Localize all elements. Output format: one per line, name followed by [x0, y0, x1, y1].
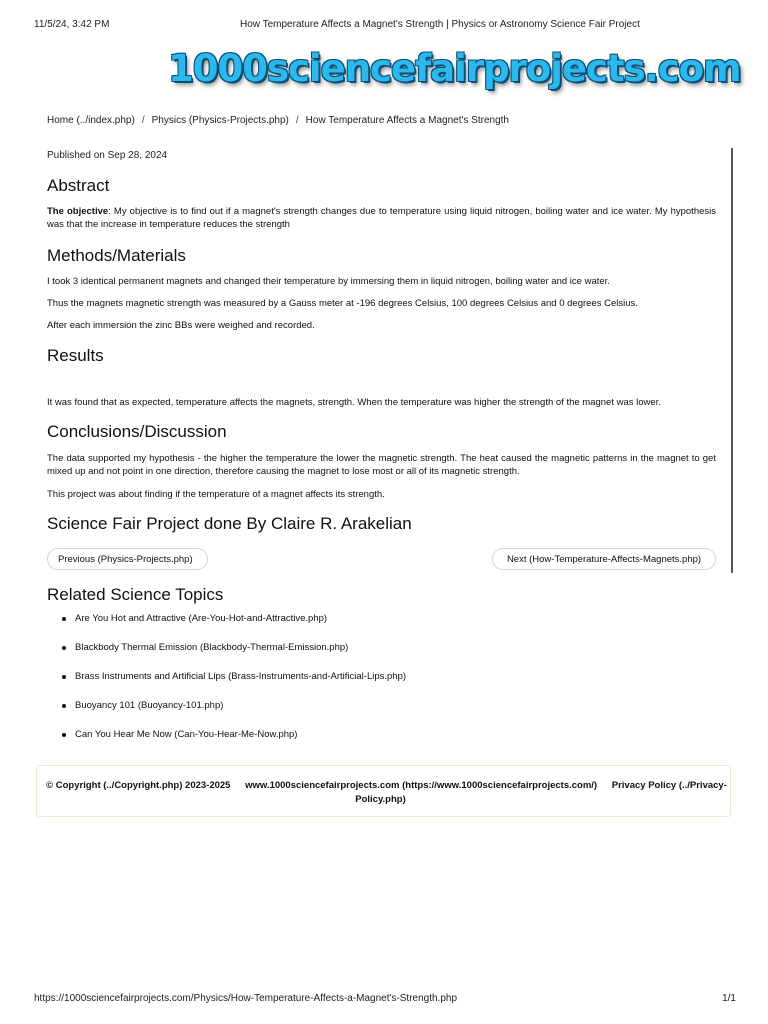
author-byline: Science Fair Project done By Claire R. Arakelian [47, 514, 412, 533]
previous-button[interactable]: Previous (Physics-Projects.php) [47, 548, 208, 570]
methods-heading: Methods/Materials [47, 246, 186, 265]
breadcrumb-separator: / [295, 115, 299, 126]
objective-label: The objective [47, 206, 109, 217]
objective-text: : My objective is to find out if a magnet's strength changes due to temperature using liquid nitrogen, boiling water and ice water. My hypothesis was that the increase in temperature reduces the strength [47, 206, 716, 230]
breadcrumb-current: How Temperature Affects a Magnet's Strength [305, 115, 509, 126]
print-url: https://1000sciencefairprojects.com/Physics/How-Temperature-Affects-a-Magnet's-Strength.php [34, 993, 458, 1004]
results-heading: Results [47, 346, 104, 365]
conclusions-heading: Conclusions/Discussion [47, 422, 227, 441]
related-topic-link[interactable]: Buoyancy 101 (Buoyancy-101.php) [62, 699, 406, 728]
related-topic-link[interactable]: Are You Hot and Attractive (Are-You-Hot-and-Attractive.php) [62, 612, 406, 641]
breadcrumb [47, 115, 509, 126]
site-footer [36, 765, 731, 817]
print-page-number: 1/1 [722, 993, 736, 1004]
scrollbar[interactable] [731, 148, 733, 573]
print-datetime: 11/5/24, 3:42 PM [34, 19, 110, 30]
breadcrumb-physics-link[interactable]: Physics (Physics-Projects.php) [151, 115, 289, 126]
related-topic-link[interactable]: Can You Hear Me Now (Can-You-Hear-Me-Now.php) [62, 728, 406, 757]
abstract-heading: Abstract [47, 176, 110, 195]
related-topics-list [62, 612, 406, 757]
print-page-title: How Temperature Affects a Magnet's Strength | Physics or Astronomy Science Fair Project [240, 19, 640, 30]
abstract-paragraph [47, 205, 716, 231]
methods-paragraph-2: Thus the magnets magnetic strength was measured by a Gauss meter at -196 degrees Celsius, 100 degrees Celsius and 0 degrees Celsius. [47, 298, 638, 309]
print-header [34, 19, 738, 33]
related-topic-link[interactable]: Blackbody Thermal Emission (Blackbody-Thermal-Emission.php) [62, 641, 406, 670]
published-date: Published on Sep 28, 2024 [47, 150, 168, 161]
site-logo[interactable]: 1000sciencefairprojects.com [168, 47, 741, 90]
methods-paragraph-1: I took 3 identical permanent magnets and changed their temperature by immersing them in liquid nitrogen, boiling water and ice water. [47, 276, 610, 287]
related-topics-heading: Related Science Topics [47, 585, 224, 604]
next-button[interactable]: Next (How-Temperature-Affects-Magnets.php) [492, 548, 716, 570]
privacy-policy-link[interactable]: Privacy Policy (../Privacy-Policy.php) [355, 780, 727, 805]
breadcrumb-home-link[interactable]: Home (../index.php) [47, 115, 135, 126]
methods-paragraph-3: After each immersion the zinc BBs were weighed and recorded. [47, 320, 315, 331]
results-paragraph: It was found that as expected, temperature affects the magnets, strength. When the temperature was higher the strength of the magnet was lower. [47, 397, 661, 408]
related-topic-link[interactable]: Brass Instruments and Artificial Lips (Brass-Instruments-and-Artificial-Lips.php) [62, 670, 406, 699]
copyright-link[interactable]: © Copyright (../Copyright.php) 2023-2025 [46, 780, 231, 791]
site-link[interactable]: www.1000sciencefairprojects.com (https://www.1000sciencefairprojects.com/) [245, 780, 598, 791]
conclusions-paragraph-2: This project was about finding if the temperature of a magnet affects its strength. [47, 489, 385, 500]
breadcrumb-separator: / [141, 115, 145, 126]
conclusions-paragraph-1: The data supported my hypothesis - the higher the temperature the lower the magnetic strength. The heat caused the magnetic patterns in the magnet to get mixed up and not point in one direction, therefore causing the magnet to lose most or all of its magnetic strength. [47, 453, 716, 477]
